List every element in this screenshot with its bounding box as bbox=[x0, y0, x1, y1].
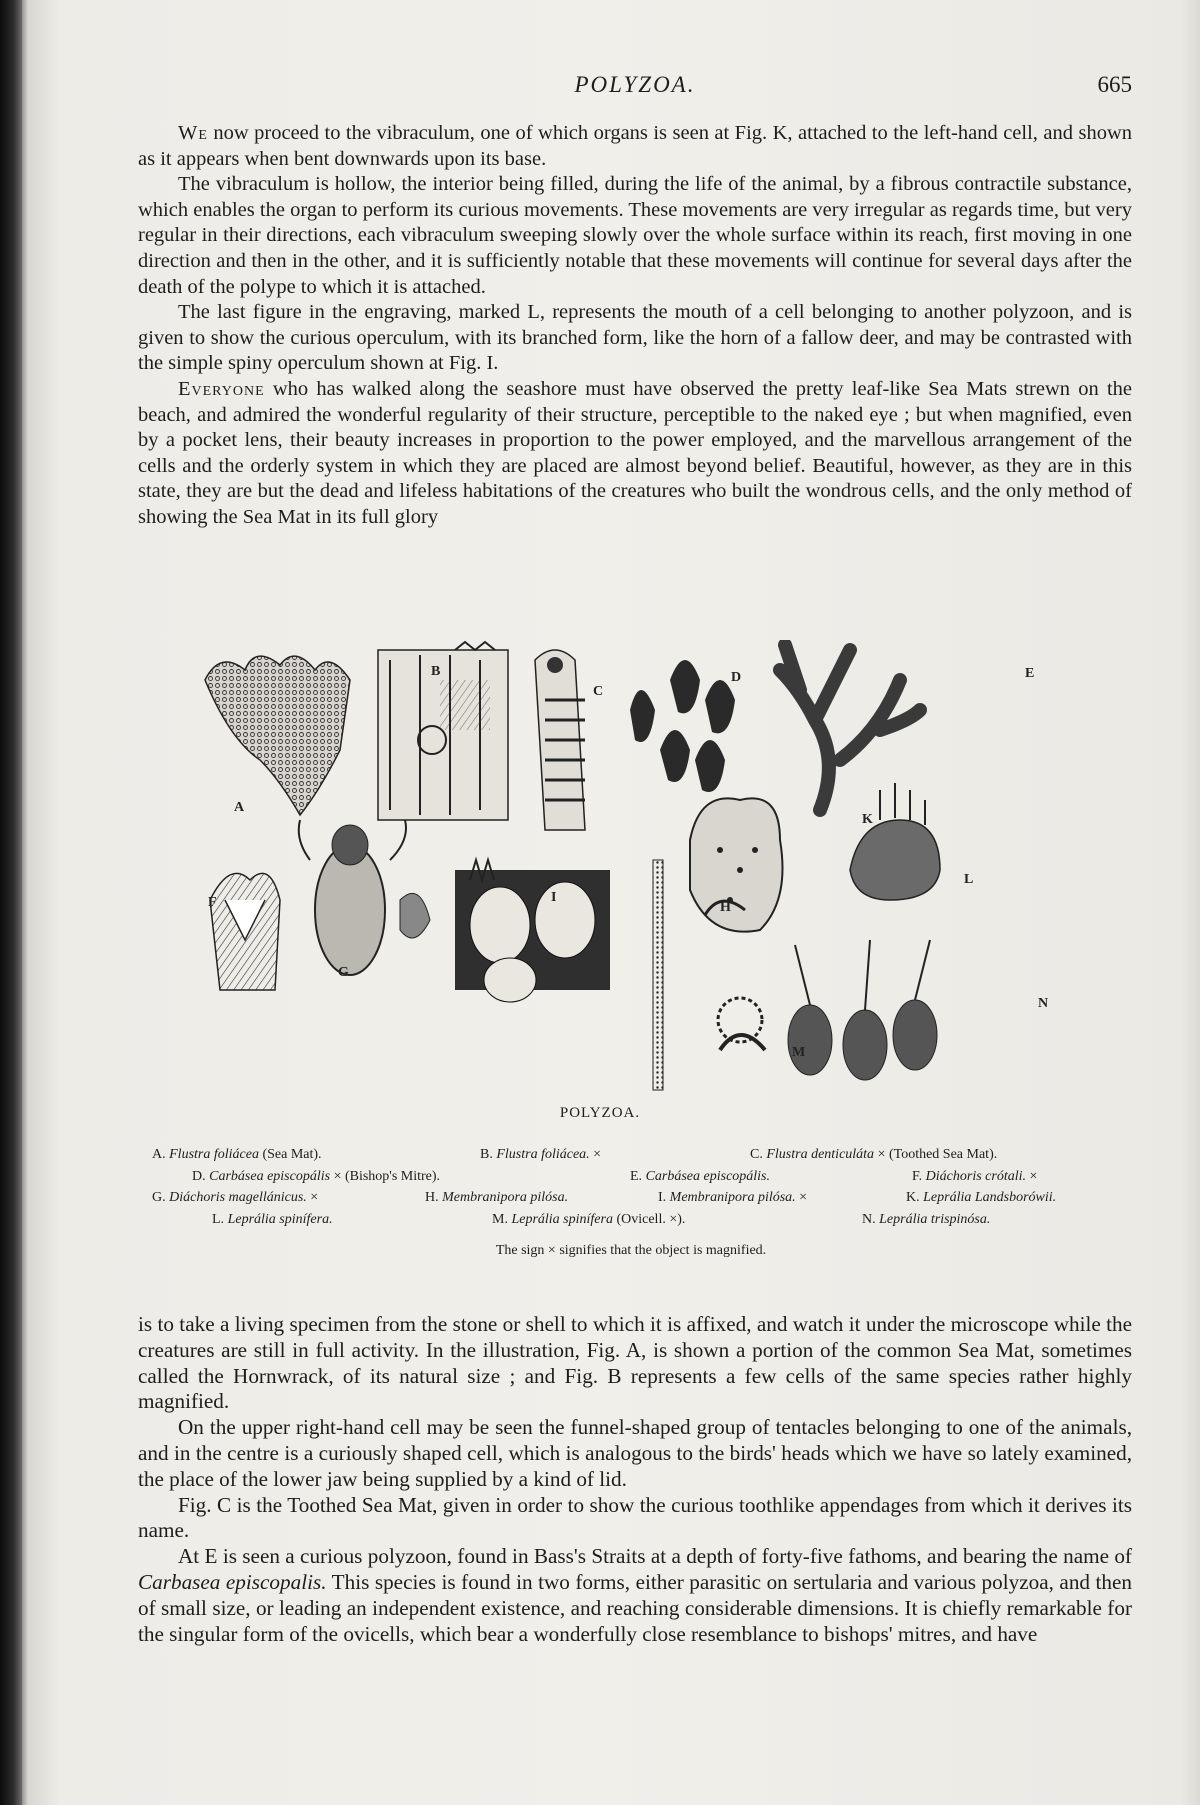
legend-item-d bbox=[192, 1166, 440, 1188]
figure-d-bishops-mitre bbox=[630, 660, 735, 792]
legend-item-f bbox=[912, 1166, 1037, 1188]
legend-species: Leprália spinífera. bbox=[227, 1211, 333, 1227]
paragraph-last-figure: The last figure in the engraving, marked L, represents the mouth of a cell belonging to another polyzoon, and is given to show the curious operculum, with its branched form, like the horn of a fallow deer, and may be contrasted with the simple spiny operculum shown at Fig. I. bbox=[138, 301, 1132, 375]
legend-label: L. bbox=[212, 1211, 225, 1227]
figure-letter-h: H bbox=[720, 900, 731, 915]
legend-label: F. bbox=[912, 1168, 923, 1184]
legend-label: D. bbox=[192, 1168, 206, 1184]
figure-letter-c: C bbox=[593, 684, 604, 699]
legend-item-b bbox=[480, 1144, 601, 1166]
legend-suffix: × (Toothed Sea Mat). bbox=[874, 1147, 998, 1162]
running-header bbox=[138, 72, 1132, 104]
legend-row bbox=[140, 1187, 1130, 1209]
legend-species: Membranipora pilósa. bbox=[442, 1190, 569, 1205]
legend-label: I. bbox=[658, 1190, 667, 1205]
figure-n-lepralia-trispinosa bbox=[788, 940, 937, 1080]
figure-letter-e: E bbox=[1025, 666, 1035, 681]
figure-c-toothed-sea-mat bbox=[535, 650, 585, 830]
legend-species: Leprália Landsborówii. bbox=[923, 1190, 1057, 1205]
legend-suffix: × (Bishop's Mitre). bbox=[330, 1168, 441, 1184]
legend-label: E. bbox=[630, 1168, 643, 1184]
species-name: Carbasea episcopalis. bbox=[138, 1569, 327, 1594]
legend-row bbox=[140, 1166, 1130, 1188]
legend-item-g bbox=[152, 1187, 318, 1209]
legend-item-i bbox=[658, 1187, 807, 1209]
figure-letter-d: D bbox=[731, 670, 742, 685]
figure-letter-a: A bbox=[234, 800, 245, 815]
figure-k-lepralia bbox=[690, 798, 783, 931]
figure-l-lepralia-spinifera bbox=[850, 783, 940, 900]
figure-letter-g: G bbox=[338, 965, 349, 980]
page-title: POLYZOA. bbox=[574, 72, 696, 97]
legend-suffix: × bbox=[795, 1190, 808, 1205]
legend-label: K. bbox=[906, 1190, 920, 1205]
figure-letter-i: I bbox=[551, 890, 557, 905]
legend-species: Leprália trispinósa. bbox=[879, 1211, 991, 1227]
paragraph-vibraculum-intro bbox=[138, 121, 1132, 172]
legend-species: Flustra foliácea. bbox=[496, 1147, 590, 1162]
engraving-illustration bbox=[200, 640, 1120, 1100]
figure-letter-b: B bbox=[431, 664, 441, 679]
legend-label: H. bbox=[425, 1190, 439, 1205]
legend-label: B. bbox=[480, 1147, 493, 1162]
figure-letter-f: F bbox=[208, 895, 217, 910]
figure-caption: POLYZOA. bbox=[559, 1105, 641, 1121]
legend-item-n bbox=[862, 1209, 990, 1231]
legend-suffix: × bbox=[306, 1190, 319, 1205]
legend-item-m bbox=[492, 1209, 685, 1231]
legend-item-e bbox=[630, 1166, 770, 1188]
figure-f-cell bbox=[210, 873, 280, 990]
legend-row bbox=[140, 1209, 1130, 1231]
paragraph-fig-e bbox=[138, 1544, 1132, 1647]
paragraph-text: At E is seen a curious polyzoon, found in Bass's Straits at a depth of forty-five fathoms, and bearing the name of bbox=[178, 1544, 1132, 1569]
legend-label: A. bbox=[152, 1147, 166, 1162]
book-spine-shadow bbox=[0, 0, 22, 1805]
bottom-text-block bbox=[138, 1312, 1132, 1647]
paragraph-upper-cell: On the upper right-hand cell may be seen the funnel-shaped group of tentacles belonging to one of the animals, and in the centre is a curiously shaped cell, which is analogous to the birds' heads which we have so lately examined, the place of the lower jaw being supplied by a kind of lid. bbox=[138, 1415, 1132, 1491]
legend-species: Carbásea episcopális. bbox=[645, 1168, 771, 1184]
top-text-block bbox=[138, 121, 1132, 531]
paragraph-sea-mats bbox=[138, 377, 1132, 531]
legend-item-c bbox=[750, 1144, 997, 1166]
figure-a-sea-mat bbox=[205, 656, 350, 815]
legend-species: Flustra denticuláta bbox=[766, 1147, 875, 1162]
legend-species: Carbásea episcopális bbox=[209, 1168, 331, 1184]
figure-h-membranipora bbox=[653, 860, 663, 1090]
paragraph-text: This species is found in two forms, either parasitic on sertularia and various polyzoa, and then of small size, or leading an independent existence, and reaching considerable dimensions. It is chiefly remarkable for the singular form of the ovicells, which bear a wonderfully close resemblance to bishops' mitres, and have bbox=[138, 1569, 1132, 1646]
legend-label: N. bbox=[862, 1211, 876, 1227]
drop-lead-word: We bbox=[178, 122, 208, 144]
legend-label: C. bbox=[750, 1147, 763, 1162]
legend-item-a bbox=[152, 1144, 322, 1166]
legend-suffix: × bbox=[589, 1147, 602, 1162]
legend-species: Membranipora pilósa. bbox=[669, 1190, 796, 1205]
paragraph-text: now proceed to the vibraculum, one of which organs is seen at Fig. K, attached to the left-hand cell, and shown as it appears when bent downwards upon its base. bbox=[138, 122, 1132, 170]
figure-legend bbox=[140, 1144, 1130, 1230]
polyzoa-engraving bbox=[200, 640, 1120, 1100]
paragraph-vibraculum-hollow: The vibraculum is hollow, the interior being filled, during the life of the animal, by a fibrous contractile substance, which enables the organ to perform its curious movements. These movements are very irregular as regards time, but very regular in their directions, each vibraculum sweeping slowly over the whole surface within its reach, first moving in one direction and then in the other, and it is sufficiently notable that these movements will continue for several days after the death of the polype to which it is attached. bbox=[138, 173, 1132, 298]
legend-label: M. bbox=[492, 1211, 508, 1227]
legend-species: Diáchoris crótali. bbox=[925, 1168, 1027, 1184]
figure-letter-l: L bbox=[964, 872, 974, 887]
figure-letter-k: K bbox=[862, 812, 873, 827]
legend-item-h bbox=[425, 1187, 568, 1209]
legend-species: Diáchoris magellánicus. bbox=[169, 1190, 307, 1205]
legend-species: Flustra foliácea bbox=[169, 1147, 259, 1162]
figure-b-cells bbox=[378, 642, 508, 820]
figure-i-membranipora bbox=[455, 860, 610, 1002]
figure-m-ovicell bbox=[718, 998, 765, 1050]
figure-g-cell bbox=[299, 820, 430, 975]
drop-lead-word: Everyone bbox=[178, 377, 265, 400]
legend-item-l bbox=[212, 1209, 333, 1231]
legend-suffix: (Ovicell. ×). bbox=[612, 1211, 686, 1227]
paragraph-fig-c: Fig. C is the Toothed Sea Mat, given in order to show the curious toothlike appendages from which it derives its name. bbox=[138, 1492, 1132, 1543]
legend-row bbox=[140, 1144, 1130, 1166]
legend-suffix: (Sea Mat). bbox=[258, 1147, 322, 1162]
paragraph-text: who has walked along the seashore must have observed the pretty leaf-like Sea Mats strewn on the beach, and admired the wonderful regularity of their structure, perceptible to the naked eye ; but when magnified, even by a pocket lens, their beauty increases in proportion to the power employed, and the marvellous arrangement of the cells and the orderly system in which they are placed are almost beyond belief. Beautiful, however, as they are in this state, they are but the dead and lifeless habitations of the creatures who built the wondrous cells, and the only method of showing the Sea Mat in its full glory bbox=[138, 377, 1132, 528]
paragraph-living-specimen: is to take a living specimen from the stone or shell to which it is affixed, and watch it under the microscope while the creatures are still in full activity. In the illustration, Fig. A, is shown a portion of the common Sea Mat, sometimes called the Hornwrack, of its natural size ; and Fig. B represents a few cells of the same species rather highly magnified. bbox=[138, 1312, 1132, 1414]
legend-species: Leprália spinífera bbox=[511, 1211, 613, 1227]
figure-e-branching-polyzoon bbox=[780, 645, 920, 810]
legend-suffix: × bbox=[1026, 1168, 1038, 1184]
legend-item-k bbox=[906, 1187, 1056, 1209]
figure-letter-n: N bbox=[1038, 996, 1049, 1011]
figure-letter-m: M bbox=[792, 1045, 806, 1060]
magnification-note: The sign × signifies that the object is magnified. bbox=[495, 1243, 767, 1258]
legend-label: G. bbox=[152, 1190, 166, 1205]
page-number: 665 bbox=[1097, 72, 1132, 97]
